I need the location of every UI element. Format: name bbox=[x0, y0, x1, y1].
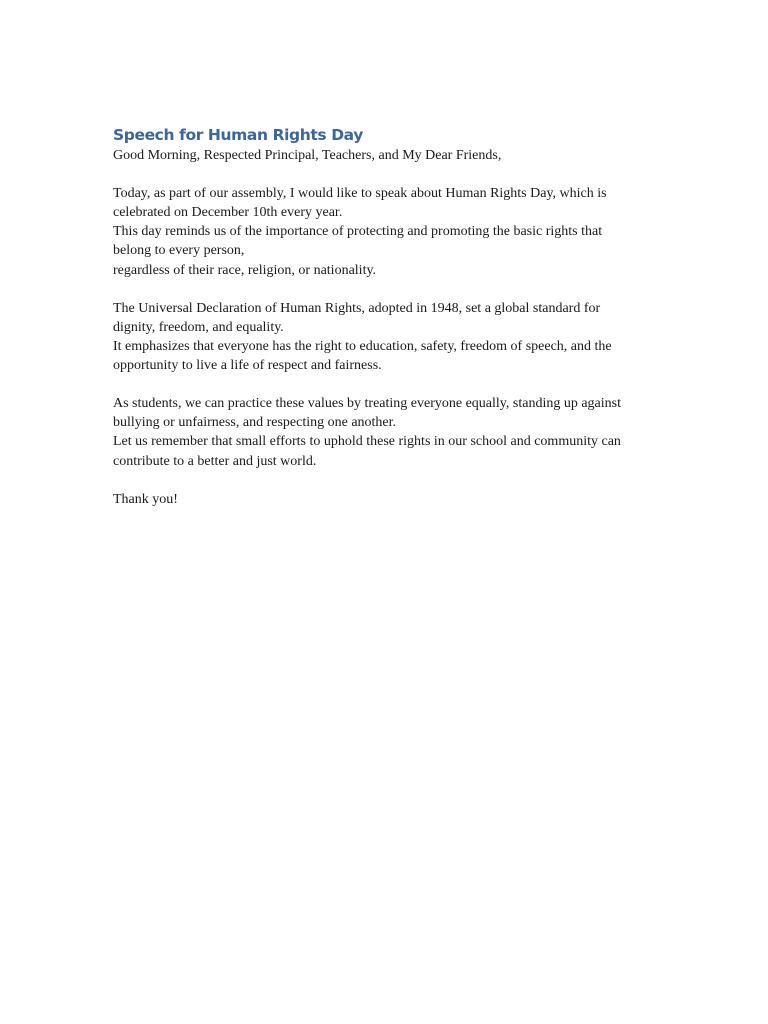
closing-line: Thank you! bbox=[113, 491, 178, 507]
text-line: contribute to a better and just world. bbox=[113, 453, 317, 469]
document-title: Speech for Human Rights Day bbox=[113, 126, 363, 144]
paragraph-spacer bbox=[113, 280, 658, 299]
paragraph-declaration bbox=[113, 299, 658, 375]
greeting-line: Good Morning, Respected Principal, Teachers, and My Dear Friends, bbox=[113, 148, 502, 163]
text-line: Let us remember that small efforts to uphold these rights in our school and community can bbox=[113, 434, 621, 450]
paragraph-intro bbox=[113, 184, 658, 279]
text-line: The Universal Declaration of Human Rights, adopted in 1948, set a global standard for bbox=[113, 300, 601, 316]
text-line: regardless of their race, religion, or nationality. bbox=[113, 262, 377, 278]
text-line: belong to every person, bbox=[113, 243, 245, 259]
paragraph-spacer bbox=[113, 165, 658, 184]
document-body bbox=[113, 124, 658, 509]
text-line: bullying or unfairness, and respecting one another. bbox=[113, 415, 397, 431]
text-line: dignity, freedom, and equality. bbox=[113, 319, 284, 335]
text-line: As students, we can practice these values by treating everyone equally, standing up against bbox=[113, 396, 621, 412]
text-line: This day reminds us of the importance of protecting and promoting the basic rights that bbox=[113, 224, 603, 240]
text-line: celebrated on December 10th every year. bbox=[113, 205, 343, 221]
paragraph-students bbox=[113, 394, 658, 470]
text-line: It emphasizes that everyone has the right to education, safety, freedom of speech, and the bbox=[113, 338, 612, 354]
text-line: Today, as part of our assembly, I would like to speak about Human Rights Day, which is bbox=[113, 186, 607, 202]
paragraph-spacer bbox=[113, 375, 658, 394]
paragraph-spacer bbox=[113, 471, 658, 490]
text-line: opportunity to live a life of respect and fairness. bbox=[113, 358, 382, 374]
